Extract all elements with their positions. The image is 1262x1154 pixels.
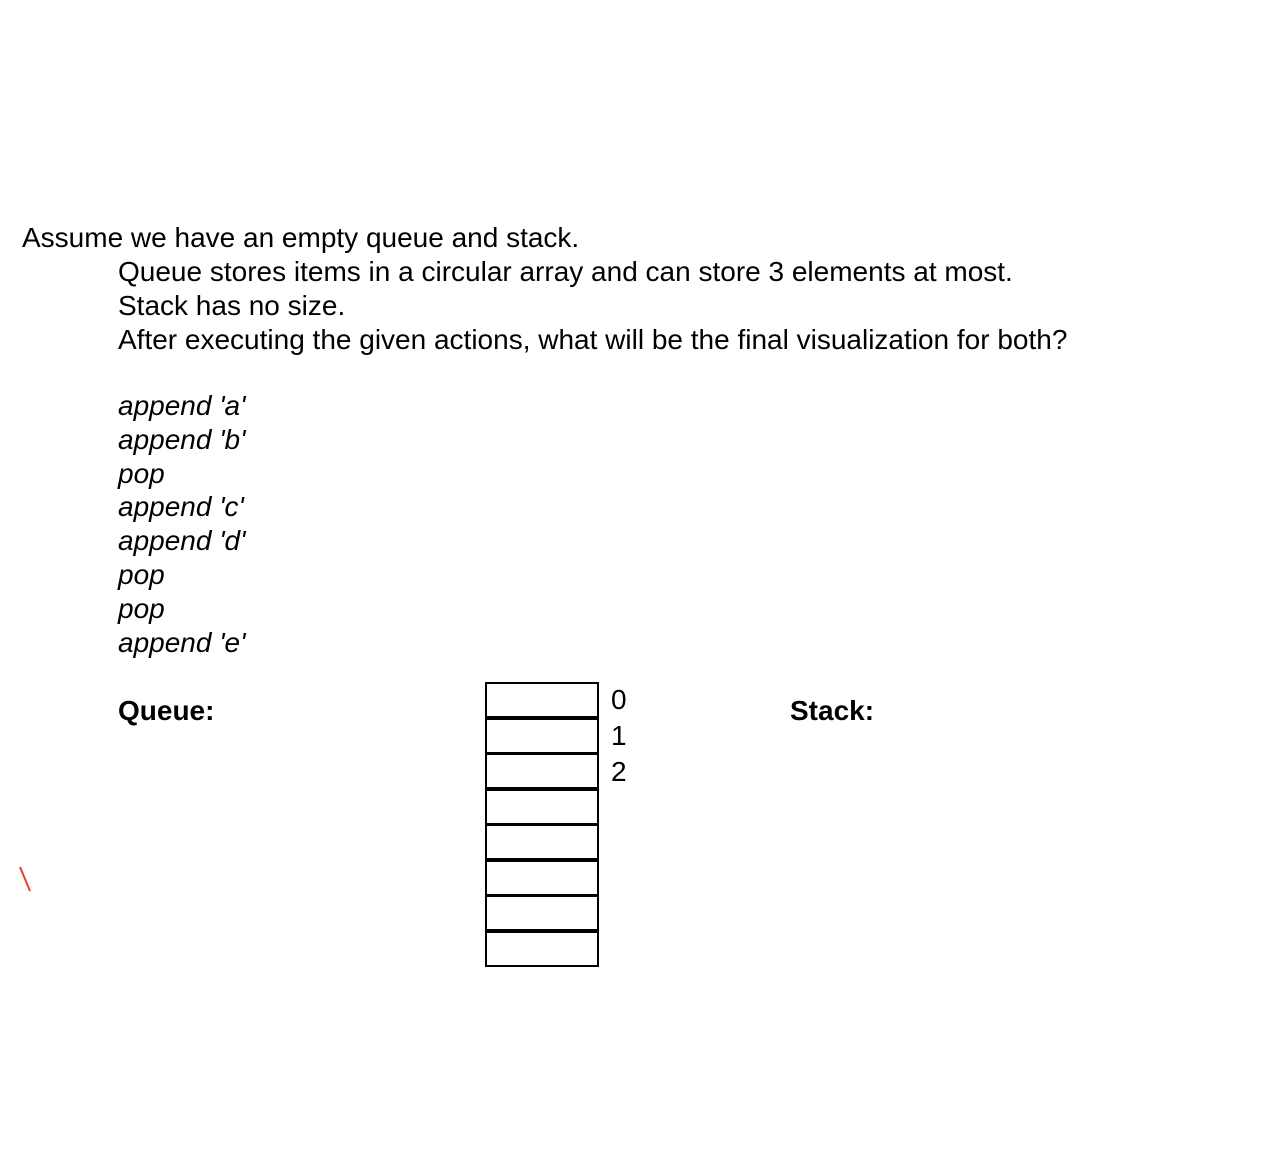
queue-index-1: 1 — [611, 720, 627, 751]
problem-line-queue-capacity: Queue stores items in a circular array and can store 3 elements at most. — [118, 256, 1013, 287]
queue-cell[interactable] — [485, 753, 599, 789]
queue-index-2: 2 — [611, 756, 627, 787]
action-item: append 'a' — [118, 390, 246, 421]
stack-label: Stack: — [790, 695, 875, 726]
action-item: append 'd' — [118, 525, 246, 557]
action-item: append 'e' — [118, 626, 246, 658]
stray-red-mark — [18, 866, 32, 892]
action-list — [118, 389, 245, 659]
action-item: pop — [118, 457, 165, 489]
queue-cell[interactable] — [485, 931, 599, 967]
queue-cell[interactable] — [485, 789, 599, 825]
problem-line-question: After executing the given actions, what will be the final visualization for both? — [118, 324, 1068, 355]
queue-cell[interactable] — [485, 682, 599, 718]
stray-red-stroke — [20, 867, 30, 891]
problem-line-stack-size: Stack has no size. — [118, 290, 346, 321]
action-item: append 'c' — [118, 491, 244, 523]
problem-intro: Assume we have an empty queue and stack. — [22, 222, 580, 253]
queue-cell[interactable] — [485, 860, 599, 896]
action-item: pop — [118, 558, 165, 590]
queue-cell[interactable] — [485, 718, 599, 754]
queue-label: Queue: — [118, 695, 215, 726]
action-item: pop — [118, 592, 165, 624]
queue-index-0: 0 — [611, 684, 627, 715]
queue-array — [485, 682, 599, 967]
action-item: append 'b' — [118, 423, 246, 455]
queue-cell[interactable] — [485, 824, 599, 860]
queue-cell[interactable] — [485, 895, 599, 931]
